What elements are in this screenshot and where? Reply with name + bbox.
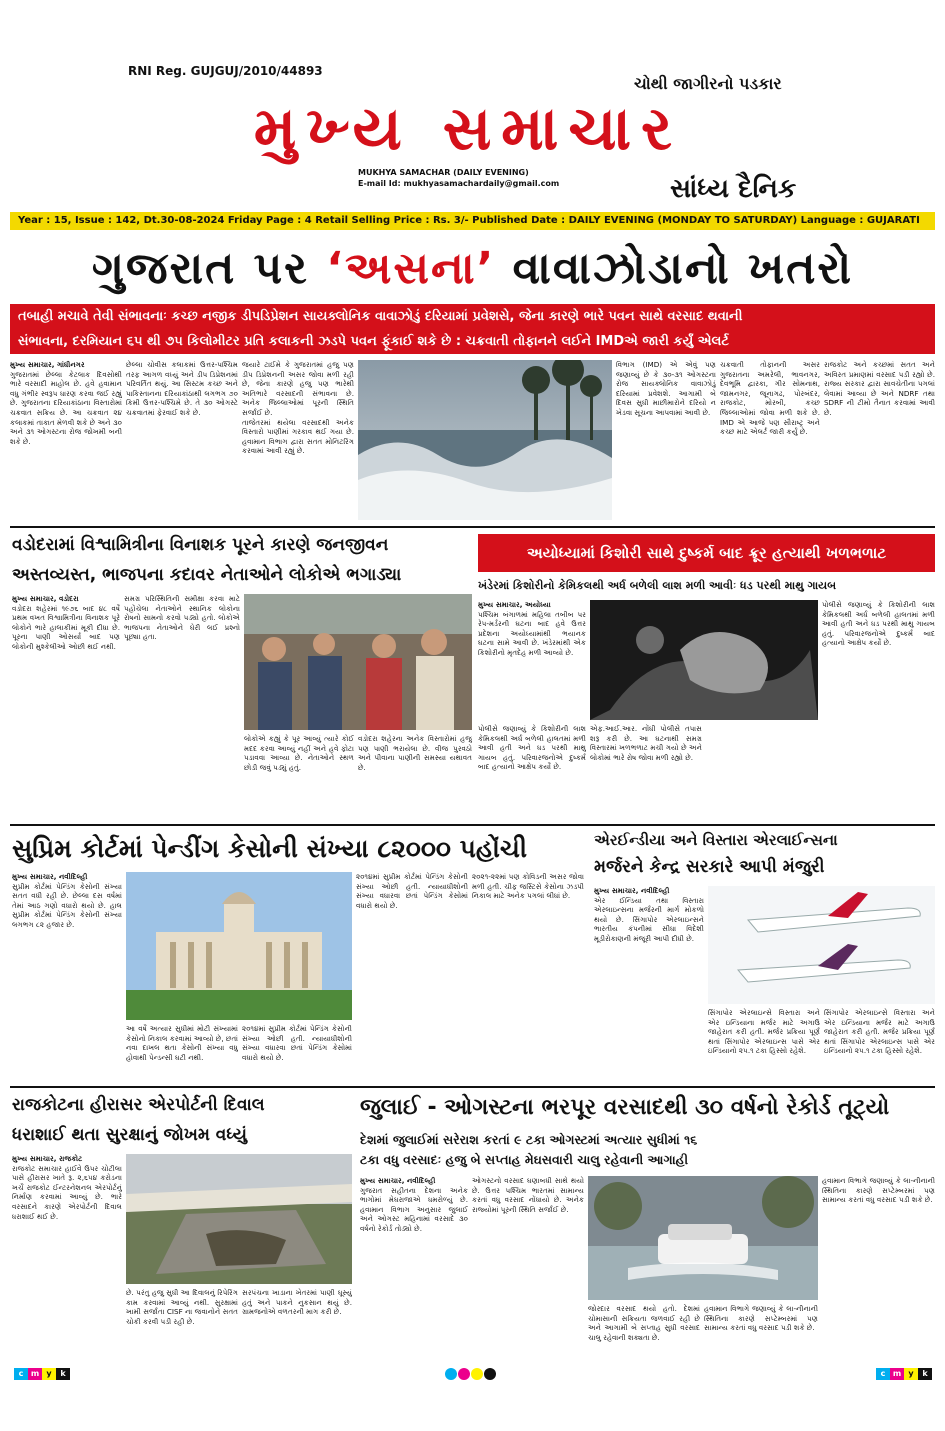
airindia-dateline: મુખ્ય સમાચાર, નવીદિલ્હી [594, 886, 670, 895]
lead-headline-cyclone-name: ‘અસના’ [326, 243, 496, 294]
ayodhya-text-4: પોલીસે જણાવ્યું કે કિશોરીની લાશ કેમિકલથી અર્ધ બળેલી હાલતમાં મળી આવી હતી અને ધડ પરથી માથુ ગાયબ હતું. પરિવારજનોએ દુષ્કર્મ બાદ હત્યાનો આક્ષેપ કર્યો છે. [822, 600, 935, 648]
lead-column-5 [616, 360, 716, 520]
airindia-headline-line-2: મર્જરને કેન્દ્ર સરકારે આપી મંજુરી [594, 857, 825, 877]
supreme-court-building-photo [126, 872, 352, 1020]
registration-circles [444, 1366, 500, 1380]
rajkot-column-1 [12, 1154, 122, 1364]
vadodara-crowd-photo [244, 594, 472, 730]
masthead-tagline: ચોથી જાગીરનો પડકાર [634, 74, 782, 93]
lead-text-3: જયારે ટાઈમે કે ગુજરાતમાં હજુ પણ ડીપ ડિપ્રેશનની અસર જોવા મળી રહી છે, જેના કારણે હજુ પણ ભારેથી અતિભારે વરસાદની સંભાવના છે. અનેક જિલ્લાઓમાં પૂરની સ્થિતિ સર્જાઈ છે. [242, 360, 354, 417]
ayodhya-headline: અયોધ્યામાં કિશોરી સાથે દુષ્કર્મ બાદ ક્રૂર હત્યાથી ખળભળાટ [478, 534, 935, 572]
supreme-text-2: આ વર્ષે અત્યાર સુધીમાં મોટી સંખ્યામાં કેસોનો નિકાલ કરવામાં આવ્યો છે, છતાં નવા દાખલ થતા કેસોની સંખ્યા વધુ હોવાથી પેન્ડન્સી ઘટી નથી. [126, 1024, 238, 1062]
vadodara-column-1 [12, 594, 120, 820]
lead-text-5: વિભાગ (IMD) એ એવું પણ જણાવ્યું છે કે ૩૦-૩૧ ઓગસ્ટના રોજ સાયક્લોનિક વાવાઝોડું દરિયામાં પ્રવેશશે. આગામી બે દિવસ સુધી માછીમારોને દરિયો ન ખેડવા સૂચના આપવામાં આવી છે. [616, 360, 716, 417]
vadodara-text-4: વડોદરા શહેરના અનેક વિસ્તારોમાં હજુ પણ પાણી ભરાયેલા છે. વીજ પુરવઠો અને પીવાના પાણીની સમસ્યા યથાવત છે. [358, 734, 472, 772]
rajkot-headline-line-2: ધરાશાઈ થતા સુરક્ષાનું જોખમ વધ્યું [12, 1125, 247, 1145]
airindia-headline-line-1: એરઈન્ડીયા અને વિસ્તારા એરલાઈન્સના [594, 831, 838, 849]
lead-text-6: ચક્રવાતી તોફાનની અસર ગુજરાતના અમરેલી, ભાવનગર, દેવભૂમિ દ્વારકા, ગીર સોમનાથ, જામનગર, જૂનાગઢ, પોરબંદર, રાજકોટ, મોરબી, કચ્છ જિલ્લાઓમાં જોવા મળી શકે છે. IMD એ આજે પણ સૌરાષ્ટ્ર અને કચ્છ માટે એલર્ટ જારી કર્યું છે. [720, 360, 820, 437]
lead-text-7: રાજકોટ અને કચ્છમાં સતત અને અવિરત પ્રમાણમાં વરસાદ પડી રહ્યો છે. રાજ્ય સરકાર દ્વારા સાવચેતીના પગલાં લેવામાં આવ્યા છે અને NDRF તથા SDRF ની ટીમો તૈનાત કરવામાં આવી છે. [824, 360, 935, 417]
cmyk-k: k [56, 1368, 70, 1380]
supreme-text-4: ૨૦૧૪માં સુપ્રીમ કોર્ટમાં પેન્ડિંગ કેસોની સંખ્યા ઓછી હતી. ન્યાયાધીશોની સંખ્યા વધારવા છતાં પેન્ડિંગ કેસોમાં વધારો થયો છે. [356, 872, 468, 910]
rain-column-1 [360, 1176, 468, 1364]
vadodara-text-2: સમગ્ર પરિસ્થિતિની સમીક્ષા કરવા માટે પહોંચેલા નેતાઓને સ્થાનિક લોકોના રોષનો સામનો કરવો પડ્યો હતો. લોકોએ ભાજપના નેતાઓને ઘેરી લઈ પ્રશ્નો પૂછ્યા હતા. [124, 594, 240, 642]
supreme-court-headline: સુપ્રિમ કોર્ટમાં પેન્ડીંગ કેસોની સંખ્યા ૮૨૦૦૦ પહોંચી [12, 834, 528, 863]
cmyk-c: c [14, 1368, 28, 1380]
masthead-english-name: MUKHYA SAMACHAR (DAILY EVENING) [358, 168, 529, 177]
airplanes-photo [708, 886, 935, 1004]
rain-subheadline-line-2: ટકા વધુ વરસાદઃ હજુ બે સપ્તાહ મેઘસવારી ચાલુ રહેવાની આગાહી [360, 1152, 689, 1167]
ayodhya-column-1 [478, 600, 586, 720]
rain-record-headline: જુલાઈ - ઓગસ્ટના ભરપૂર વરસાદથી ૩૦ વર્ષનો રેકોર્ડ તૂટ્યો [360, 1095, 890, 1120]
airindia-column-2 [708, 1008, 820, 1082]
cmyk-marks-left [14, 1368, 70, 1380]
airindia-column-3 [824, 1008, 935, 1082]
supreme-column-5 [472, 872, 584, 1082]
lead-text-2: છેલ્લા ચોવીસ કલાકમાં ઉત્તર-પશ્ચિમ તરફ આગળ વધ્યું અને ડીપ ડિપ્રેશનમાં પરિવર્તિત થયું. આ સિસ્ટમ કચ્છ અને પાકિસ્તાનના દરિયાકાંઠાથી લગભગ ૭૦ કિમી ઉત્તર-પશ્ચિમે છે. તે ૩૦ ઓગસ્ટે ચક્રવાતમાં ફેરવાઈ શકે છે. [126, 360, 238, 417]
collapsed-wall-photo [126, 1154, 352, 1284]
vadodara-dateline: મુખ્ય સમાચાર, વડોદરા [12, 594, 79, 603]
rain-column-2 [472, 1176, 584, 1364]
rajkot-text-1: રાજકોટ સમાચાર હાઈવે ઉપર ચોટીલા પાસે હીરાસર ખાતે રૂ. ૨,૬૫૪ કરોડના ખર્ચે રાજકોટ ઈન્ટરનેશનલ એરપોર્ટનું નિર્માણ કરવામાં આવ્યું છે. ભારે વરસાદને કારણે એરપોર્ટની દિવાલ ધરાશાઈ થઈ છે. [12, 1163, 122, 1221]
rain-text-5: હવામાન વિભાગે જણાવ્યું કે લા-નીનાની સ્થિતિના કારણે સપ્ટેમ્બરમાં પણ સામાન્ય કરતાં વધુ વરસાદ પડી શકે છે. [822, 1176, 935, 1205]
rain-column-4 [704, 1304, 818, 1364]
masthead-title: મુખ્ય સમાચાર [253, 94, 683, 164]
vadodara-headline-line-1: વડોદરામાં વિશ્વામિત્રીના વિનાશક પૂરને કારણે જનજીવન [12, 535, 389, 555]
lead-text-4: તાજેતરમાં થયેલા વરસાદથી અનેક વિસ્તારો પાણીમાં ગરકાવ થઈ ગયા છે. હવામાન વિભાગ દ્વારા સતત મોનિટરિંગ કરવામાં આવી રહ્યું છે. [242, 417, 354, 456]
ayodhya-text-3: એફ.આઈ.આર. નોંધી પોલીસે તપાસ શરૂ કરી છે. આ ઘટનાથી સમગ્ર વિસ્તારમાં ખળભળાટ મચી ગયો છે અને લોકોમાં ભારે રોષ જોવા મળી રહ્યો છે. [590, 724, 702, 762]
airindia-text-3: સિંગાપોર એરલાઇન્સે વિસ્તારા અને એર ઇન્ડિયાના મર્જર માટે અગાઉ જાહેરાત કરી હતી. મર્જર પ્રક્રિયા પૂર્ણ થતાં સિંગાપોર એરલાઇન્સ પાસે એર ઇન્ડિયાનો ૨૫.૧ ટકા હિસ્સો રહેશે. [824, 1008, 935, 1056]
flooded-street-photo [588, 1176, 818, 1300]
lead-summary-line-2: સંભાવના, દરમિયાન ૬૫ થી ૭૫ કિલોમીટર પ્રતિ કલાકની ઝડપે પવન ફૂંકાઈ શકે છે : ચક્રવાતી તોફાનને લઈને IMDએ જારી કર્યું એલર્ટ [18, 334, 729, 349]
ayodhya-column-2 [478, 724, 586, 820]
vadodara-column-4 [358, 734, 472, 820]
registration-number: RNI Reg. GUJGUJ/2010/44893 [128, 64, 323, 78]
rajkot-column-3 [242, 1288, 352, 1364]
airindia-column-1 [594, 886, 704, 1082]
cmyk-y: y [42, 1368, 56, 1380]
vadodara-text-3: લોકોએ કહ્યું કે પૂર આવ્યું ત્યારે કોઈ મદદ કરવા આવ્યું નહીં અને હવે ફોટા પડાવવા આવ્યા છે. નેતાઓને સ્થળ છોડી જવું પડ્યું હતું. [244, 734, 354, 772]
ayodhya-subheadline: ખંડેરમાં કિશોરીનો કેમિકલથી અર્ધ બળેલી લાશ મળી આવીઃ ધડ પરથી માથુ ગાયબ [478, 579, 837, 592]
cmyk-c-right: c [876, 1368, 890, 1380]
rain-text-3: જોરદાર વરસાદ થયો હતો. દેશમાં ચોમાસાની સક્રિયતા જળવાઈ રહી છે અને આગામી બે સપ્તાહ સુધી વરસાદ ચાલુ રહેવાની શક્યતા છે. [588, 1304, 700, 1342]
vadodara-column-3 [244, 734, 354, 820]
supreme-column-4 [356, 872, 468, 1082]
supreme-column-3 [242, 1024, 352, 1082]
cmyk-y-right: y [904, 1368, 918, 1380]
issue-info-bar: Year : 15, Issue : 142, Dt.30-08-2024 Friday Page : 4 Retail Selling Price : Rs. 3/- Published Date : DAILY EVENING (MONDAY TO SATURDAY) Language : GUJARATI [10, 212, 935, 230]
vadodara-text-1: વડોદરા શહેરમાં ૧૯૭૬ બાદ ૪૮ વર્ષે પ્રથમ વખત વિશ્વામિત્રીના વિનાશક પૂરે લોકોને ભારે હાલાકીમાં મૂકી દીધા છે. પૂરના પાણી ઓસર્યા બાદ પણ લોકોની મુશ્કેલીઓ ઓછી થઈ નથી. [12, 603, 120, 651]
supreme-dateline: મુખ્ય સમાચાર, નવીદિલ્હી [12, 872, 88, 881]
lead-headline-pre: ગુજરાત પર [91, 243, 309, 294]
rajkot-headline-line-1: રાજકોટના હીરાસર એરપોર્ટની દિવાલ [12, 1095, 265, 1115]
vadodara-column-2 [124, 594, 240, 820]
cmyk-m-right: m [890, 1368, 904, 1380]
lead-headline-post: વાવાઝોડાનો ખતરો [512, 243, 854, 294]
rain-text-2: ઓગસ્ટનો વરસાદ ઘણાબધી સાથે થયો છે. ઉત્તર પશ્ચિમ ભારતમાં સામાન્ય કરતાં વધુ વરસાદ નોંધાયો છે. અનેક રાજ્યોમાં પૂરની સ્થિતિ સર્જાઈ છે. [472, 1176, 584, 1214]
ayodhya-column-3 [590, 724, 702, 820]
masthead-email: E-mail Id: mukhyasamachardaily@gmail.com [358, 179, 560, 188]
cyclone-waves-photo [358, 360, 612, 520]
ayodhya-text-2: પોલીસે જણાવ્યું કે કિશોરીની લાશ કેમિકલથી અર્ધ બળેલી હાલતમાં મળી આવી હતી અને ધડ પરથી માથુ ગાયબ હતું. પરિવારજનોએ દુષ્કર્મ બાદ હત્યાનો આક્ષેપ કર્યો છે. [478, 724, 586, 772]
rain-dateline: મુખ્ય સમાચાર, નવીદિલ્હી [360, 1176, 436, 1185]
lead-dateline: મુખ્ય સમાચાર, ગાંધીનગર [10, 360, 85, 369]
rain-column-5 [822, 1176, 935, 1364]
supreme-text-1: સુપ્રીમ કોર્ટમાં પેન્ડિંગ કેસોની સંખ્યા સતત વધી રહી છે. છેલ્લા દસ વર્ષમાં તેમાં આઠ ગણો વધારો થયો છે. હાલ સુપ્રીમ કોર્ટમાં પેન્ડિંગ કેસોની સંખ્યા લગભગ ૮૨ હજાર છે. [12, 881, 122, 929]
lead-headline [10, 236, 935, 302]
lead-text-1: ગુજરાતમાં છેલ્લા કેટલાક દિવસોથી ભારે વરસાદી માહોલ છે. હવે હવામાન વધુ ગંભીર સ્વરૂપ ધારણ કરવા જઈ રહ્યું છે. ગુજરાતના દરિયાકાંઠાના વિસ્તારોમાં ચક્રવાત સક્રિય છે. આ ચક્રવાત ૨૪ કલાકમાં તાકાત મેળવી શકે છે અને ૩૦ અને ૩૧ ઓગસ્ટના રોજ જોખમી બની શકે છે. [10, 369, 122, 446]
rajkot-column-2 [126, 1288, 238, 1364]
cmyk-marks-right [876, 1368, 932, 1380]
ayodhya-text-1: પશ્ચિમ બંગાળમાં મહિલા તબીબ પર રેપ-મર્ડરની ઘટના બાદ હવે ઉત્તર પ્રદેશના અયોધ્યામાંથી ભયાનક ઘટના સામે આવી છે. ખંડેરમાંથી એક કિશોરીનો મૃતદેહ મળી આવ્યો છે. [478, 609, 586, 657]
lead-column-3 [242, 360, 354, 520]
airindia-text-2: સિંગાપોર એરલાઇન્સે વિસ્તારા અને એર ઇન્ડિયાના મર્જર માટે અગાઉ જાહેરાત કરી હતી. મર્જર પ્રક્રિયા પૂર્ણ થતાં સિંગાપોર એરલાઇન્સ પાસે એર ઇન્ડિયાનો ૨૫.૧ ટકા હિસ્સો રહેશે. [708, 1008, 820, 1056]
rain-subheadline-line-1: દેશમાં જુલાઈમાં સરેરાશ કરતાં ૯ ટકા ઓગસ્ટમાં અત્યાર સુધીમાં ૧૬ [360, 1132, 698, 1147]
rain-column-3 [588, 1304, 700, 1364]
section-divider [10, 526, 935, 528]
supreme-text-3: ૨૦૧૪માં સુપ્રીમ કોર્ટમાં પેન્ડિંગ કેસોની સંખ્યા ઓછી હતી. ન્યાયાધીશોની સંખ્યા વધારવા છતાં પેન્ડિંગ કેસોમાં વધારો થયો છે. [242, 1024, 352, 1062]
rain-text-1: ગુજરાત સહીતના દેશના અનેક ભાગોમાં મેઘરાજાએ ધમરોળ્યું છે. હવામાન વિભાગ અનુસાર જુલાઈ અને ઓગસ્ટ મહિનામાં વરસાદે ૩૦ વર્ષનો રેકોર્ડ તોડ્યો છે. [360, 1185, 468, 1233]
masthead-evening-daily: સાંધ્ય દૈનિક [670, 174, 797, 204]
supreme-column-2 [126, 1024, 238, 1082]
lead-summary-line-1: તબાહી મચાવે તેવી સંભાવનાઃ કચ્છ નજીક ડીપડિપ્રેશન સાયક્લોનિક વાવાઝોડું દરિયામાં પ્રવેશસે, જેના કારણે ભારે પવન સાથે વરસાદ થવાની [18, 309, 743, 324]
supreme-text-5: ૨૦૨૧-૨૨માં પણ કોવિડની અસર જોવા મળી હતી. ચીફ જસ્ટિસે કેસોના ઝડપી નિકાલ માટે અનેક પગલાં લીધાં છે. [472, 872, 584, 901]
rain-text-4: હવામાન વિભાગે જણાવ્યું કે લા-નીનાની સ્થિતિના કારણે સપ્ટેમ્બરમાં પણ સામાન્ય કરતાં વધુ વરસાદ પડી શકે છે. [704, 1304, 818, 1333]
rajkot-text-2: છે. પરંતુ હજુ સુધી આ દિવાલનું રિપેરિંગ કામ કરવામાં આવ્યું નથી. સુરક્ષામાં ખામી સર્જાતા CISF ના જવાનોને સતત ચોકી કરવી પડી રહી છે. [126, 1288, 238, 1326]
lead-summary-band [10, 304, 935, 354]
cmyk-k-right: k [918, 1368, 932, 1380]
lead-column-6 [720, 360, 820, 520]
lead-column-1 [10, 360, 122, 520]
lead-column-7 [824, 360, 935, 520]
ayodhya-illustration-photo [590, 600, 818, 720]
supreme-column-1 [12, 872, 122, 1082]
cmyk-m: m [28, 1368, 42, 1380]
lead-column-2 [126, 360, 238, 520]
section-divider-3 [10, 1086, 935, 1088]
rajkot-text-3: સરપંચના ખાડાના ખેતરમાં પાણી ઘૂસ્યું હતું અને પાકને નુકસાન થયું છે. ગ્રામજનોએ વળતરની માગ કરી છે. [242, 1288, 352, 1317]
ayodhya-column-4 [822, 600, 935, 820]
vadodara-headline-line-2: અસ્તવ્યસ્ત, ભાજપના કદાવર નેતાઓને લોકોએ ભગાડ્યા [12, 565, 402, 585]
airindia-text-1: એર ઈન્ડિયા તથા વિસ્તારા એરલાઇન્સના મર્જરની માર્ગ મોકળો થયો છે. સિંગાપોર એરલાઇન્સને ભારતીય કંપનીમાં સીધા વિદેશી મૂડીરોકાણની મંજૂરી આપી દીધી છે. [594, 895, 704, 943]
rajkot-dateline: મુખ્ય સમાચાર, રાજકોટ [12, 1154, 83, 1163]
ayodhya-dateline: મુખ્ય સમાચાર, અયોધ્યા [478, 600, 551, 609]
